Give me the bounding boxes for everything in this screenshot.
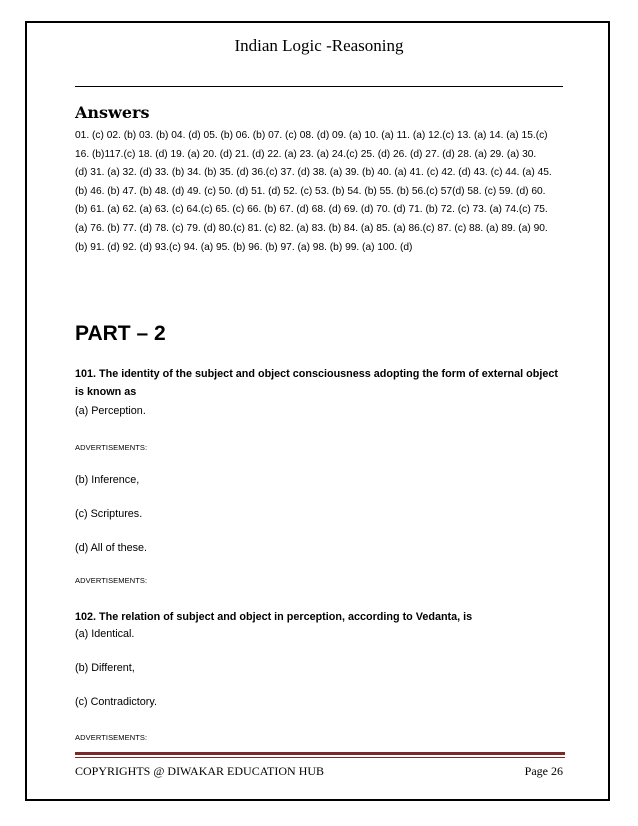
answers-line: (b) 46. (b) 47. (b) 48. (d) 49. (c) 50. (d) 51. (d) 52. (c) 53. (b) 54. (b) 55. (b) 56.(c) 57(d) 58. (c) 59. (d) 60. (75, 185, 546, 197)
question-101-option-d: (d) All of these. (75, 542, 148, 554)
answers-line: (b) 61. (a) 62. (a) 63. (c) 64.(c) 65. (c) 66. (b) 67. (d) 68. (d) 69. (d) 70. (d) 71. (b) 72. (c) 73. (a) 74.(c) 75. (75, 204, 548, 216)
answers-line: 16. (b)117.(c) 18. (d) 19. (a) 20. (d) 21. (d) 22. (a) 23. (a) 24.(c) 25. (d) 26. (d) 27. (d) 28. (a) 29. (a) 30. (75, 148, 537, 160)
header-divider (75, 86, 563, 87)
part-heading: PART – 2 (75, 322, 166, 345)
advertisement-label: ADVERTISEMENTS: (75, 576, 148, 585)
answers-line: (b) 91. (d) 92. (d) 93.(c) 94. (a) 95. (b) 96. (b) 97. (a) 98. (b) 99. (a) 100. (d) (75, 241, 413, 253)
footer-copyright: COPYRIGHTS @ DIWAKAR EDUCATION HUB (75, 764, 325, 778)
question-101-option-b: (b) Inference, (75, 474, 140, 486)
question-101-option-a: (a) Perception. (75, 405, 146, 417)
footer-divider-thin (75, 757, 565, 758)
answers-key (75, 127, 565, 257)
question-101: 101. The identity of the subject and object consciousness adopting the form of external object is known as (75, 368, 558, 398)
answers-line: (a) 76. (b) 77. (d) 78. (c) 79. (d) 80.(c) 81. (c) 82. (a) 83. (b) 84. (a) 85. (a) 86.(c) 87. (c) 88. (a) 89. (a) 90. (75, 222, 548, 234)
question-101-option-c: (c) Scriptures. (75, 508, 143, 520)
question-102-option-b: (b) Different, (75, 662, 135, 674)
answers-line: (d) 31. (a) 32. (d) 33. (b) 34. (b) 35. (d) 36.(c) 37. (d) 38. (a) 39. (b) 40. (a) 41. (c) 42. (d) 43. (c) 44. (a) 45. (75, 167, 552, 179)
question-102-option-c: (c) Contradictory. (75, 696, 157, 708)
answers-heading: Answers (75, 103, 150, 122)
question-102-option-a: (a) Identical. (75, 628, 135, 640)
advertisement-label: ADVERTISEMENTS: (75, 443, 148, 452)
footer-page-number: Page 26 (524, 764, 563, 778)
page-header-title: Indian Logic -Reasoning (234, 36, 404, 55)
answers-line: 01. (c) 02. (b) 03. (b) 04. (d) 05. (b) 06. (b) 07. (c) 08. (d) 09. (a) 10. (a) 11. (a) 12.(c) 13. (a) 14. (a) 15.(c) (75, 130, 548, 141)
footer-divider-thick (75, 752, 565, 755)
question-102: 102. The relation of subject and object in perception, according to Vedanta, is (75, 611, 473, 623)
advertisement-label: ADVERTISEMENTS: (75, 733, 148, 742)
